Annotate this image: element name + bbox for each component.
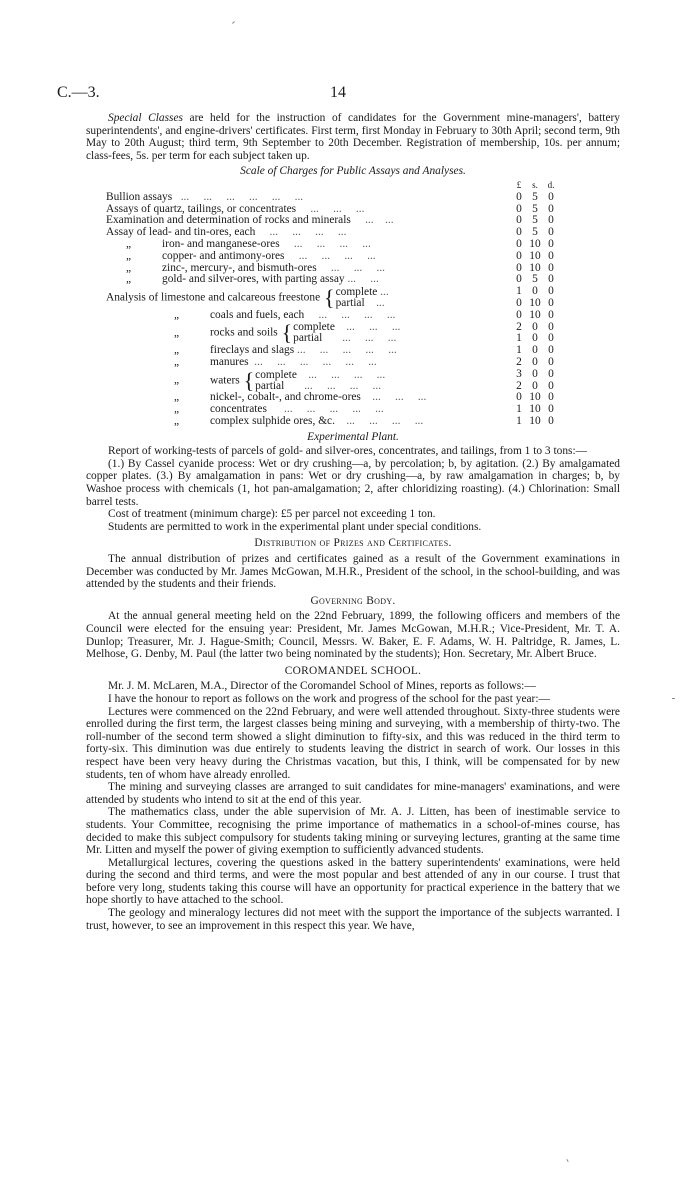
charge-row: „ fireclays and slags ... ... ... ... ... 1 0 0 (106, 345, 558, 357)
experimental-paragraph-2: (1.) By Cassel cyanide process: Wet or dry crushing—a, by percolation; b, by agitation. (2.) By amalgamated copper plates. (3.) By amalgamation in pans: Wet or dry crushing—a, by raw amalgamation in charges; b, by Washoe process with chemicals (1, hot pan-amalgamation; 2, after chloridizing roasting). (4.) Chlorination: Small barrel tests. (86, 457, 620, 508)
charge-label: Examination and determination of rocks and minerals (106, 215, 351, 227)
charge-label: fireclays and slags (210, 345, 295, 357)
charge-label: iron- and manganese-ores (162, 238, 280, 250)
experimental-paragraph-4: Students are permitted to work in the experimental plant under special conditions. (108, 520, 482, 533)
experimental-paragraph-3: Cost of treatment (minimum charge): £5 per parcel not exceeding 1 ton. (108, 508, 436, 521)
charge-label: zinc-, mercury-, and bismuth-ores (162, 262, 317, 274)
scale-of-charges-title: Scale of Charges for Public Assays and Analyses. (240, 165, 466, 178)
special-classes-paragraph (86, 112, 620, 162)
page-number: 14 (330, 84, 346, 101)
ditto-mark: „ (174, 309, 180, 321)
charge-row: „ zinc-, mercury-, and bismuth-ores ... ... ... 0 10 0 (106, 263, 558, 275)
charge-label: coals and fuels, each (210, 309, 305, 321)
scan-speck (672, 698, 675, 699)
rocks-partial: partial (293, 332, 323, 345)
coromandel-school-title: COROMANDEL SCHOOL. (284, 664, 422, 677)
charge-row: „ gold- and silver-ores, with parting assay ... ... 0 5 0 (106, 274, 558, 286)
coromandel-paragraph-7: The geology and mineralogy lectures did not meet with the support the importance of the subjects warranted. I trust, however, to see an improvement in this respect this year. We have, (86, 907, 620, 932)
limestone-label: Analysis of limestone and calcareous freestone (106, 291, 321, 304)
ditto-mark: „ (174, 374, 180, 387)
charge-row: Examination and determination of rocks and minerals ... ... 0 5 0 (106, 214, 554, 227)
coromandel-paragraph-4: The mining and surveying classes are arranged to suit candidates for mine-managers' examinations, and were attended by students who intend to sit at the end of this year. (86, 781, 620, 806)
ditto-mark: „ (174, 392, 180, 404)
governing-body-title: Governing Body. (310, 594, 396, 607)
waters-row: „ waters {complete ... ... ... ... partial ... ... ... ... 3 2 0 0 0 0 (106, 369, 558, 393)
scan-speck (566, 1159, 568, 1162)
ditto-mark: „ (126, 274, 132, 286)
charge-label: complex sulphide ores, &c. (210, 415, 335, 427)
page-reference: C.—3. (57, 84, 100, 101)
unit-shillings: s. (532, 179, 538, 190)
ditto-mark: „ (174, 345, 180, 357)
charge-label: Assays of quartz, tailings, or concentrates (106, 203, 297, 215)
charge-row: „ manures ... ... ... ... ... ... 2 0 0 (106, 357, 558, 369)
scan-speck (232, 21, 235, 24)
ditto-mark: „ (174, 415, 180, 427)
charge-label: Bullion assays (106, 191, 173, 203)
page-body (86, 112, 620, 932)
charge-label: manures (210, 356, 249, 368)
unit-pounds: £ (516, 179, 522, 190)
limestone-complete: complete (335, 286, 378, 298)
coromandel-paragraph-2: I have the honour to report as follows on the work and progress of the school for the past year:— (108, 692, 550, 705)
limestone-row: Analysis of limestone and calcareous freestone {complete ... partial ... 1 0 0 10 0 0 (106, 285, 554, 310)
waters-partial: partial (255, 379, 285, 392)
ditto-mark: „ (174, 356, 180, 368)
charge-row: „ copper- and antimony-ores ... ... ... ... 0 10 0 (106, 251, 558, 263)
charge-label: Assay of lead- and tin-ores, each (106, 227, 256, 239)
ditto-mark: „ (126, 238, 132, 250)
ditto-mark: „ (126, 250, 132, 262)
special-classes-lead: Special Classes (108, 112, 183, 124)
charge-label: copper- and antimony-ores (162, 250, 285, 262)
coromandel-paragraph-1: Mr. J. M. McLaren, M.A., Director of the Coromandel School of Mines, reports as follows:— (108, 680, 536, 693)
charge-row: Bullion assays ... ... ... ... ... ... 0 5 0 (106, 190, 554, 203)
charge-row: „ complex sulphide ores, &c. ... ... ... ... 1 10 0 (106, 416, 558, 428)
rocks-row: „ rocks and soils {complete ... ... ... partial ... ... ... 2 1 0 0 0 0 (106, 322, 558, 346)
prizes-title: Distribution of Prizes and Certificates. (254, 537, 452, 550)
coromandel-paragraph-3: Lectures were commenced on the 22nd February, and were well attended throughout. Sixty-three students were enrolled during the first term, the largest classes being mining and surveying, with a membership of thirty-two. The roll-number of the second term showed a slight diminution to fifty-six, and this was reduced in the third term to forty-six. This diminution was due entirely to students leaving the district in search of work. Our losses in this respect have been very heavy during the Christmas vacation, but this, I think, will be compensated for by new students, ten of whom have already enrolled. (86, 705, 620, 781)
governing-body-paragraph: At the annual general meeting held on the 22nd February, 1899, the following officers and members of the Council were elected for the ensuing year: President, Mr. James McGowan, M.H.R.; Vice-President, Mr. T. A. Dunlop; Treasurer, Mr. J. Hague-Smith; Council, Messrs. W. Baker, E. F. Adams, W. H. Paltridge, R. James, L. Melhose, G. Denby, M. Paul (the latter two being nominated by the students); Hon. Secretary, Mr. Albert Bruce. (86, 610, 620, 661)
charge-label: gold- and silver-ores, with parting assay (162, 274, 345, 286)
limestone-partial: partial (335, 296, 365, 309)
coromandel-paragraph-6: Metallurgical lectures, covering the questions asked in the battery superintendents' examinations, were held during the second and third terms, and were the most popular and best attended of any in our course. I trust that before very long, students taking this course will have an opportunity for practical experience in the battery that we hope shortly to have attached to the school. (86, 856, 620, 907)
charge-label: nickel-, cobalt-, and chrome-ores (210, 392, 361, 404)
charge-row: „ coals and fuels, each ... ... ... ... 0 10 0 (106, 310, 558, 322)
special-classes-text: are held for the instruction of candidates for the Government mine-managers', battery superintendents', and engine-drivers' certificates. First term, first Monday in February to 30th April; second term, 9th May to 20th August; third term, 9th September to 20th December. Registration of membership, 10s. per annum; class-fees, 5s. per term for each subject taken up. (86, 112, 620, 162)
units-row (106, 180, 558, 192)
charge-row: Assay of lead- and tin-ores, each ... ... ... ... 0 5 0 (106, 226, 554, 239)
charge-row: Assays of quartz, tailings, or concentrates ... ... ... 0 5 0 (106, 202, 554, 215)
rocks-label: rocks and soils (210, 326, 278, 339)
unit-pence: d. (547, 179, 555, 190)
charge-row: „ iron- and manganese-ores ... ... ... ... 0 10 0 (106, 239, 558, 251)
charge-label: concentrates (210, 404, 267, 416)
rocks-complete: complete (293, 321, 335, 334)
charges-table (106, 180, 558, 428)
charge-row: „ nickel-, cobalt-, and chrome-ores ... ... ... 0 10 0 (106, 392, 558, 404)
waters-label: waters (210, 374, 240, 387)
ditto-mark: „ (126, 262, 132, 274)
coromandel-paragraph-5: The mathematics class, under the able supervision of Mr. A. J. Litten, has been of inestimable service to students. Your Committee, recognising the prime importance of mathematics in a school-of-mines course, has decided to make this subject compulsory for students taking mining or surveying lectures, granting at the same time Mr. Litten and myself the power of giving exemption to sufficiently advanced students. (86, 806, 620, 857)
ditto-mark: „ (174, 404, 180, 416)
waters-complete: complete (255, 368, 297, 381)
charge-row: „ concentrates ... ... ... ... ... 1 10 0 (106, 404, 558, 416)
experimental-plant-title: Experimental Plant. (307, 430, 399, 443)
prizes-paragraph: The annual distribution of prizes and certificates gained as a result of the Government examinations in December was conducted by Mr. James McGowan, M.H.R., President of the school, in the school-building, and was attended by the students and their friends. (86, 553, 620, 591)
experimental-paragraph-1: Report of working-tests of parcels of gold- and silver-ores, concentrates, and tailings, from 1 to 3 tons:— (108, 445, 588, 458)
ditto-mark: „ (174, 326, 180, 339)
